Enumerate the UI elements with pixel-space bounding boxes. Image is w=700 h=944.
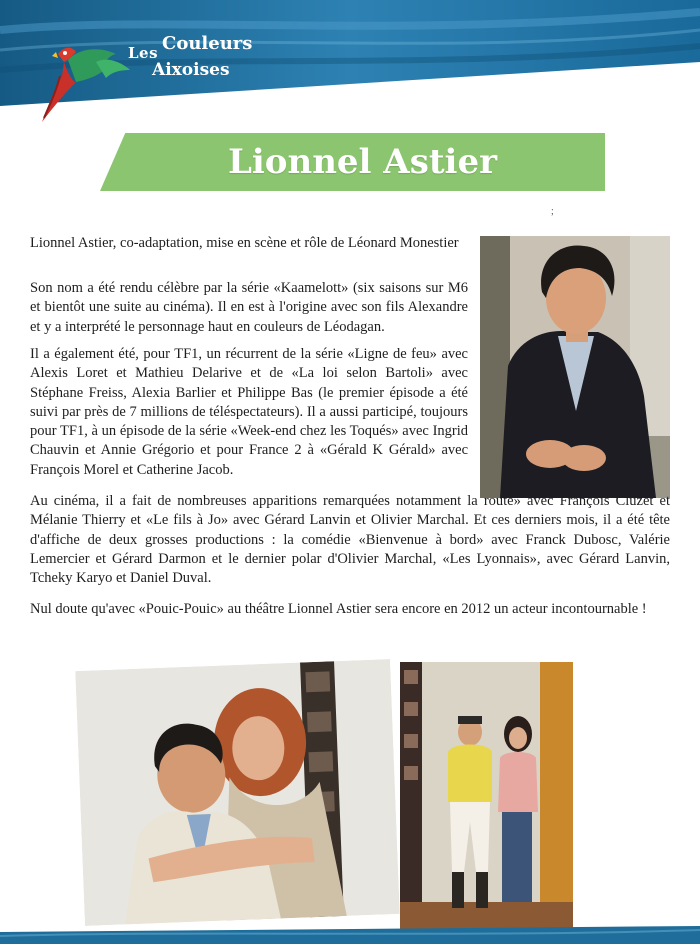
couple-scene-photo xyxy=(75,659,400,926)
paragraph-conclusion: Nul doute qu'avec «Pouic-Pouic» au théâtre Lionnel Astier sera encore en 2012 un acteur incontournable ! xyxy=(30,601,647,617)
page-title: Lionnel Astier xyxy=(227,142,497,182)
stage-scene-photo xyxy=(400,662,573,934)
brand-couleurs: Couleurs xyxy=(162,33,253,54)
brand-les: Les xyxy=(128,44,159,62)
paragraph-intro: Lionnel Astier, co-adaptation, mise en scène et rôle de Léonard Monestier xyxy=(30,235,459,251)
parrot-icon xyxy=(38,40,138,124)
portrait-photo xyxy=(480,236,670,498)
stray-mark: ; xyxy=(551,206,554,217)
footer-band xyxy=(0,926,700,944)
brand-aixoises: Aixoises xyxy=(152,60,230,80)
paragraph-kaamelott: Son nom a été rendu célèbre par la série «Kaamelott» (six saisons sur M6 et bientôt une suite au cinéma). Il en est à l'origine avec son fils Alexandre et y a interprété le personnage haut en couleurs de Léodagan. xyxy=(30,280,468,335)
paragraph-television: Il a également été, pour TF1, un récurrent de la série «Ligne de feu» avec Alexis Loret et Mathieu Delarive et de «La loi selon Bartoli» avec Stéphane Freiss, Alexia Barlier et Philippe Bas (le premier épisode a été suivi par près de 7 millions de téléspectateurs). Il a aussi participé, toujours pour TF1, à un épisode de la série «Week-end chez les Toqués» avec Ingrid Chauvin et Annie Grégorio et pour France 2 à «Gérald K Gérald» avec François Morel et Catherine Jacob. xyxy=(30,346,468,478)
paragraph-cinema: Au cinéma, il a fait de nombreuses apparitions remarquées notamment la route» avec François Cluzet et Mélanie Thierry et «Le fils à Jo» avec Gérard Lanvin et Olivier Marchal. Et ces derniers mois, il a été tête d'affiche de deux grosses productions : la comédie «Bienvenue à bord» avec Franck Dubosc, Valérie Lemercier et Gérard Darmon et le dernier polar d'Olivier Marchal, «Les Lyonnais», avec Gérard Lanvin, Tcheky Karyo et Daniel Duval. xyxy=(30,493,670,587)
